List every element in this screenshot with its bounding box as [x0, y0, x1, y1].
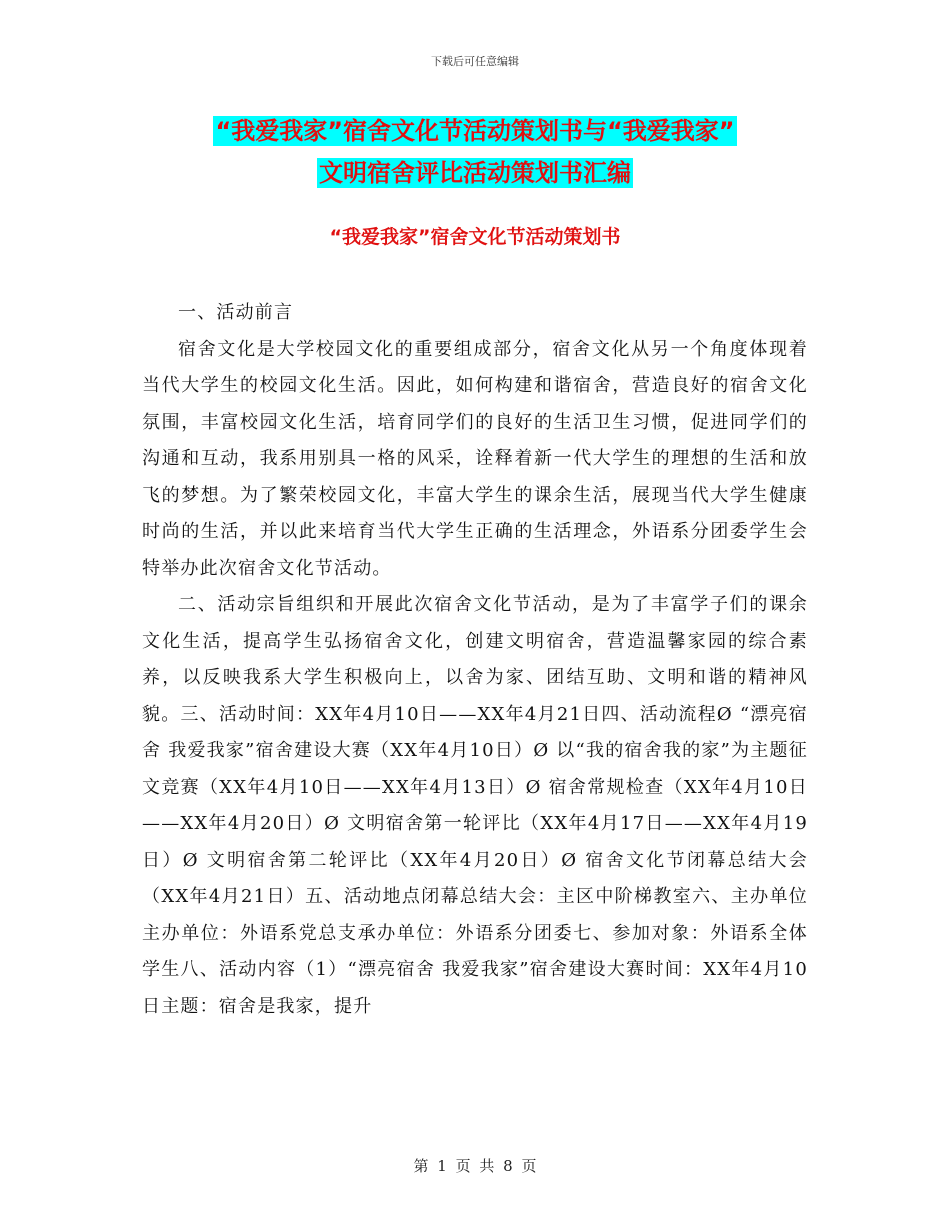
page-header-note: 下载后可任意编辑 [431, 55, 519, 68]
title-highlight: 文明宿舍评比活动策划书汇编 [319, 159, 631, 187]
section-title: “我爱我家”宿舍文化节活动策划书 [329, 226, 621, 248]
paragraph: 二、活动宗旨组织和开展此次宿舍文化节活动，是为了丰富学子们的课余文化生活，提高学生弘扬宿舍文化，创建文明宿舍，营造温馨家园的综合素养，以反映我系大学生积极向上，以舍为家、团结互助、文明和谐的精神风貌。三、活动时间：XX年4月10日——XX年4月21日四、活动流程Ø “漂亮宿舍 我爱我家”宿舍建设大赛（XX年4月10日）Ø 以“我的宿舍我的家”为主题征文竞赛（XX年4月10日——XX年4月13日）Ø 宿舍常规检查（XX年4月10日——XX年4月20日）Ø 文明宿舍第一轮评比（XX年4月17日——XX年4月19日）Ø 文明宿舍第二轮评比（XX年4月20日）Ø 宿舍文化节闭幕总结大会（XX年4月21日）五、活动地点闭幕总结大会：主区中阶梯教室六、主办单位主办单位：外语系党总支承办单位：外语系分团委七、参加对象：外语系全体学生八、活动内容（1）“漂亮宿舍 我爱我家”宿舍建设大赛时间：XX年4月10日主题：宿舍是我家，提升 [142, 594, 808, 1017]
document-body [142, 295, 808, 1025]
document-title-line-1 [0, 114, 950, 148]
paragraph: 宿舍文化是大学校园文化的重要组成部分，宿舍文化从另一个角度体现着当代大学生的校园文化生活。因此，如何构建和谐宿舍，营造良好的宿舍文化氛围，丰富校园文化生活，培育同学们的良好的生活卫生习惯，促进同学们的沟通和互动，我系用别具一格的风采，诠释着新一代大学生的理想的生活和放飞的梦想。为了繁荣校园文化，丰富大学生的课余生活，展现当代大学生健康时尚的生活，并以此来培育当代大学生正确的生活理念，外语系分团委学生会特举办此次宿舍文化节活动。 [142, 338, 808, 579]
paragraph-heading: 一、活动前言 [178, 302, 294, 323]
document-title-line-2 [0, 156, 950, 190]
page-footer: 第 1 页 共 8 页 [413, 1157, 537, 1175]
title-highlight: “我爱我家”宿舍文化节活动策划书与“我爱我家” [215, 117, 735, 145]
